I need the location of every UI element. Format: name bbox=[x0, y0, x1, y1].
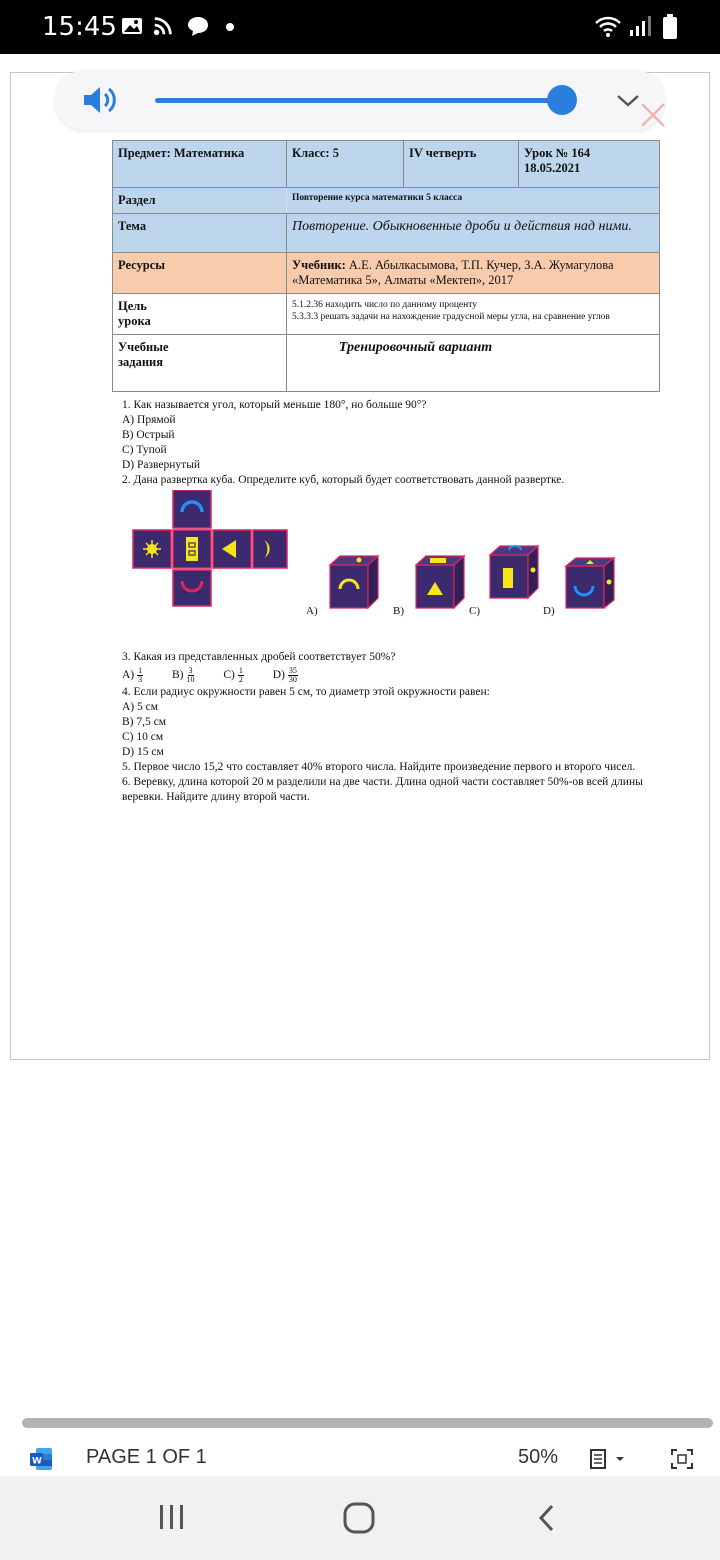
q3-fraction-b bbox=[187, 667, 195, 684]
close-icon[interactable] bbox=[638, 100, 668, 130]
q3-a-den: 3 bbox=[138, 674, 143, 684]
word-icon bbox=[28, 1446, 54, 1472]
q3-option-b-label: В) bbox=[172, 669, 184, 681]
page-counter: PAGE 1 OF 1 bbox=[86, 1446, 207, 1468]
signal-icon bbox=[628, 14, 652, 38]
speaker-icon[interactable] bbox=[82, 84, 120, 116]
q3-fraction-a bbox=[137, 667, 143, 684]
bottom-toolbar bbox=[0, 1440, 720, 1476]
resources-label: Ресурсы bbox=[118, 258, 166, 272]
cube-option-d: D) bbox=[543, 605, 555, 617]
q3-fraction-d bbox=[288, 667, 298, 684]
q4-option-c: С) 10 см bbox=[122, 731, 164, 743]
cube-net-figure bbox=[128, 490, 628, 620]
resources-bold: Учебник: bbox=[292, 258, 346, 272]
q3-options bbox=[122, 665, 662, 685]
q4-option-d: D) 15 см bbox=[122, 746, 164, 758]
q3-option-c-label: С) bbox=[223, 669, 235, 681]
goal-label-2: урока bbox=[118, 314, 151, 328]
dot-icon bbox=[225, 22, 235, 32]
system-nav-bar bbox=[0, 1476, 720, 1560]
svg-text:W: W bbox=[32, 1456, 42, 1467]
cube-option-a: A) bbox=[306, 605, 318, 617]
q3-option-d bbox=[273, 665, 298, 685]
q1-text: 1. Как называется угол, который меньше 180°, но больше 90°? bbox=[122, 399, 427, 411]
wifi-icon bbox=[594, 14, 622, 38]
zoom-level[interactable]: 50% bbox=[518, 1446, 559, 1468]
volume-slider[interactable] bbox=[155, 98, 565, 103]
topic-label-cell bbox=[113, 214, 287, 253]
rss-icon bbox=[152, 14, 174, 38]
answer-cube-a bbox=[330, 556, 378, 608]
fit-screen-icon[interactable] bbox=[670, 1448, 694, 1470]
lesson-cell bbox=[519, 141, 660, 188]
topic-value: Повторение. Обыкновенные дроби и действия над ними. bbox=[287, 214, 660, 253]
lesson-date: 18.05.2021 bbox=[524, 161, 581, 175]
tasks-title: Тренировочный вариант bbox=[287, 335, 660, 392]
answer-cube-c bbox=[490, 546, 538, 598]
answer-cube-b bbox=[416, 556, 464, 608]
resources-text: А.Е. Абылкасымова, Т.П. Кучер, З.А. Жумагулова «Математика 5», Алматы «Мектеп», 2017 bbox=[292, 258, 614, 287]
q2-text: 2. Дана развертка куба. Определите куб, который будет соответствовать данной развертке. bbox=[122, 474, 565, 486]
q3-c-den: 2 bbox=[238, 674, 243, 684]
goal-line-2: 5.3.3.3 решать задачи на нахождение градусной меры угла, на сравнение углов bbox=[292, 312, 610, 322]
back-button[interactable] bbox=[534, 1502, 560, 1534]
resources-value bbox=[287, 253, 660, 294]
section-label-cell bbox=[113, 188, 287, 214]
q3-option-c bbox=[223, 665, 244, 685]
resources-label-cell bbox=[113, 253, 287, 294]
q6-text: 6. Веревку, длина которой 20 м разделили на две части. Длина одной части составляет 50%-ов всей длины веревки. Найдите длину второй части. bbox=[122, 776, 643, 803]
tasks-label-cell bbox=[113, 335, 287, 392]
topic-label: Тема bbox=[118, 219, 147, 233]
goal-value bbox=[287, 294, 660, 335]
q3-option-a-label: А) bbox=[122, 669, 135, 681]
q1-option-b: В) Острый bbox=[122, 429, 175, 441]
battery-icon bbox=[662, 14, 678, 40]
q1-option-c: С) Тупой bbox=[122, 444, 167, 456]
answer-cube-d bbox=[566, 558, 614, 608]
cube-net bbox=[133, 490, 287, 606]
lesson-number: Урок № 164 bbox=[524, 146, 591, 160]
q3-b-den: 10 bbox=[186, 674, 195, 684]
q1-option-d: D) Развернутый bbox=[122, 459, 201, 471]
q3-option-d-label: D) bbox=[272, 669, 285, 681]
recent-apps-button[interactable] bbox=[156, 1502, 188, 1532]
cube-option-b: B) bbox=[393, 605, 404, 617]
image-icon bbox=[120, 14, 144, 38]
q4-option-a: А) 5 см bbox=[122, 701, 159, 713]
status-bar bbox=[0, 0, 720, 54]
q3-d-num: 35 bbox=[288, 665, 297, 675]
tasks-label-2: задания bbox=[118, 355, 164, 369]
section-label: Раздел bbox=[118, 193, 156, 207]
subject-cell: Предмет: Математика bbox=[113, 141, 287, 188]
q4-option-b: В) 7,5 см bbox=[122, 716, 167, 728]
cube-option-c: C) bbox=[469, 605, 480, 617]
tasks-label-1: Учебные bbox=[118, 340, 169, 354]
chat-icon bbox=[186, 14, 210, 38]
section-value: Повторение курса математики 5 класса bbox=[287, 188, 660, 214]
horizontal-scrollbar[interactable] bbox=[22, 1418, 713, 1428]
q3-d-den: 30 bbox=[288, 674, 297, 684]
goal-line-1: 5.1.2.36 находить число по данному проценту bbox=[292, 300, 478, 310]
q3-b-num: 3 bbox=[188, 665, 193, 675]
q4-text: 4. Если радиус окружности равен 5 см, то диаметр этой окружности равен: bbox=[122, 686, 490, 698]
q3-fraction-c bbox=[238, 667, 244, 684]
view-mode-icon[interactable] bbox=[588, 1448, 632, 1470]
goal-label-cell bbox=[113, 294, 287, 335]
lesson-info-table bbox=[112, 140, 660, 392]
q3-option-a bbox=[122, 665, 143, 685]
q5-text: 5. Первое число 15,2 что составляет 40% второго числа. Найдите произведение первого и второго чисел. bbox=[122, 761, 636, 773]
quarter-cell: IV четверть bbox=[404, 141, 519, 188]
q3-c-num: 1 bbox=[238, 665, 243, 675]
goal-label-1: Цель bbox=[118, 299, 147, 313]
volume-slider-thumb[interactable] bbox=[547, 85, 577, 115]
status-time: 15:45 bbox=[42, 12, 117, 42]
class-cell: Класс: 5 bbox=[287, 141, 404, 188]
volume-panel bbox=[55, 70, 665, 130]
q1-option-a: А) Прямой bbox=[122, 414, 176, 426]
home-button[interactable] bbox=[342, 1501, 376, 1535]
q3-option-b bbox=[172, 665, 195, 685]
q3-text: 3. Какая из представленных дробей соответствует 50%? bbox=[122, 651, 396, 663]
q3-a-num: 1 bbox=[138, 665, 143, 675]
